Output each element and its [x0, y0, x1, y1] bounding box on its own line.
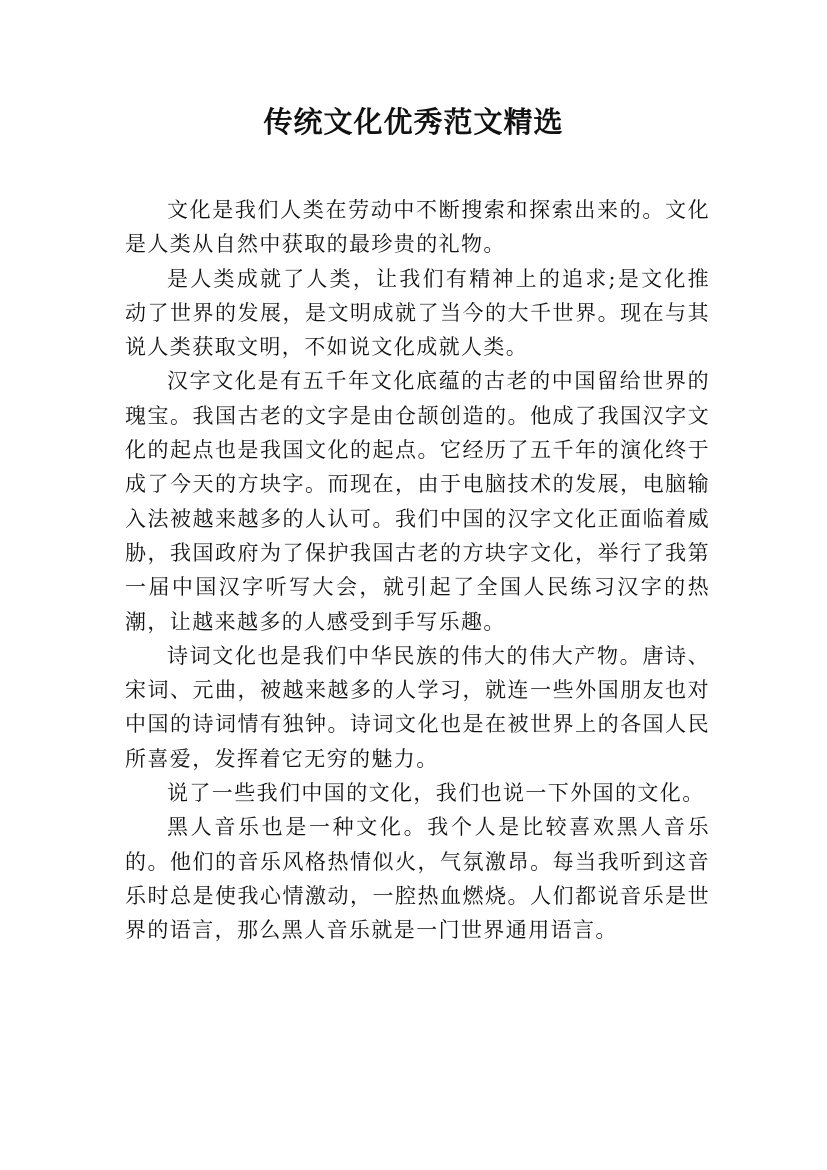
document-title: 传统文化优秀范文精选: [263, 105, 564, 139]
paragraph-6: 黑人音乐也是一种文化。我个人是比较喜欢黑人音乐的。他们的音乐风格热情似火，气氛激昂。每当我听到这音乐时总是使我心情激动，一腔热血燃烧。人们都说音乐是世界的语言，那么黑人音乐就是一门世界通用语言。: [125, 815, 710, 943]
paragraph-1: 文化是我们人类在劳动中不断搜索和探索出来的。文化是人类从自然中获取的最珍贵的礼物。: [125, 198, 710, 257]
paragraph-3: 汉字文化是有五千年文化底蕴的古老的中国留给世界的瑰宝。我国古老的文字是由仓颉创造的。他成了我国汉字文化的起点也是我国文化的起点。它经历了五千年的演化终于成了今天的方块字。而现在，由于电脑技术的发展，电脑输入法被越来越多的人认可。我们中国的汉字文化正面临着威胁，我国政府为了保护我国古老的方块字文化，举行了我第一届中国汉字听写大会，就引起了全国人民练习汉字的热潮，让越来越多的人感受到手写乐趣。: [125, 369, 710, 634]
paragraph-5: 说了一些我们中国的文化，我们也说一下外国的文化。: [167, 781, 705, 806]
paragraph-4: 诗词文化也是我们中华民族的伟大的伟大产物。唐诗、宋词、元曲，被越来越多的人学习，就连一些外国朋友也对中国的诗词情有独钟。诗词文化也是在被世界上的各国人民所喜爱，发挥着它无穷的魅力。: [125, 643, 710, 771]
paragraph-2: 是人类成就了人类，让我们有精神上的追求;是文化推动了世界的发展，是文明成就了当今的大千世界。现在与其说人类获取文明，不如说文化成就人类。: [125, 266, 710, 360]
document-body: [125, 193, 710, 948]
